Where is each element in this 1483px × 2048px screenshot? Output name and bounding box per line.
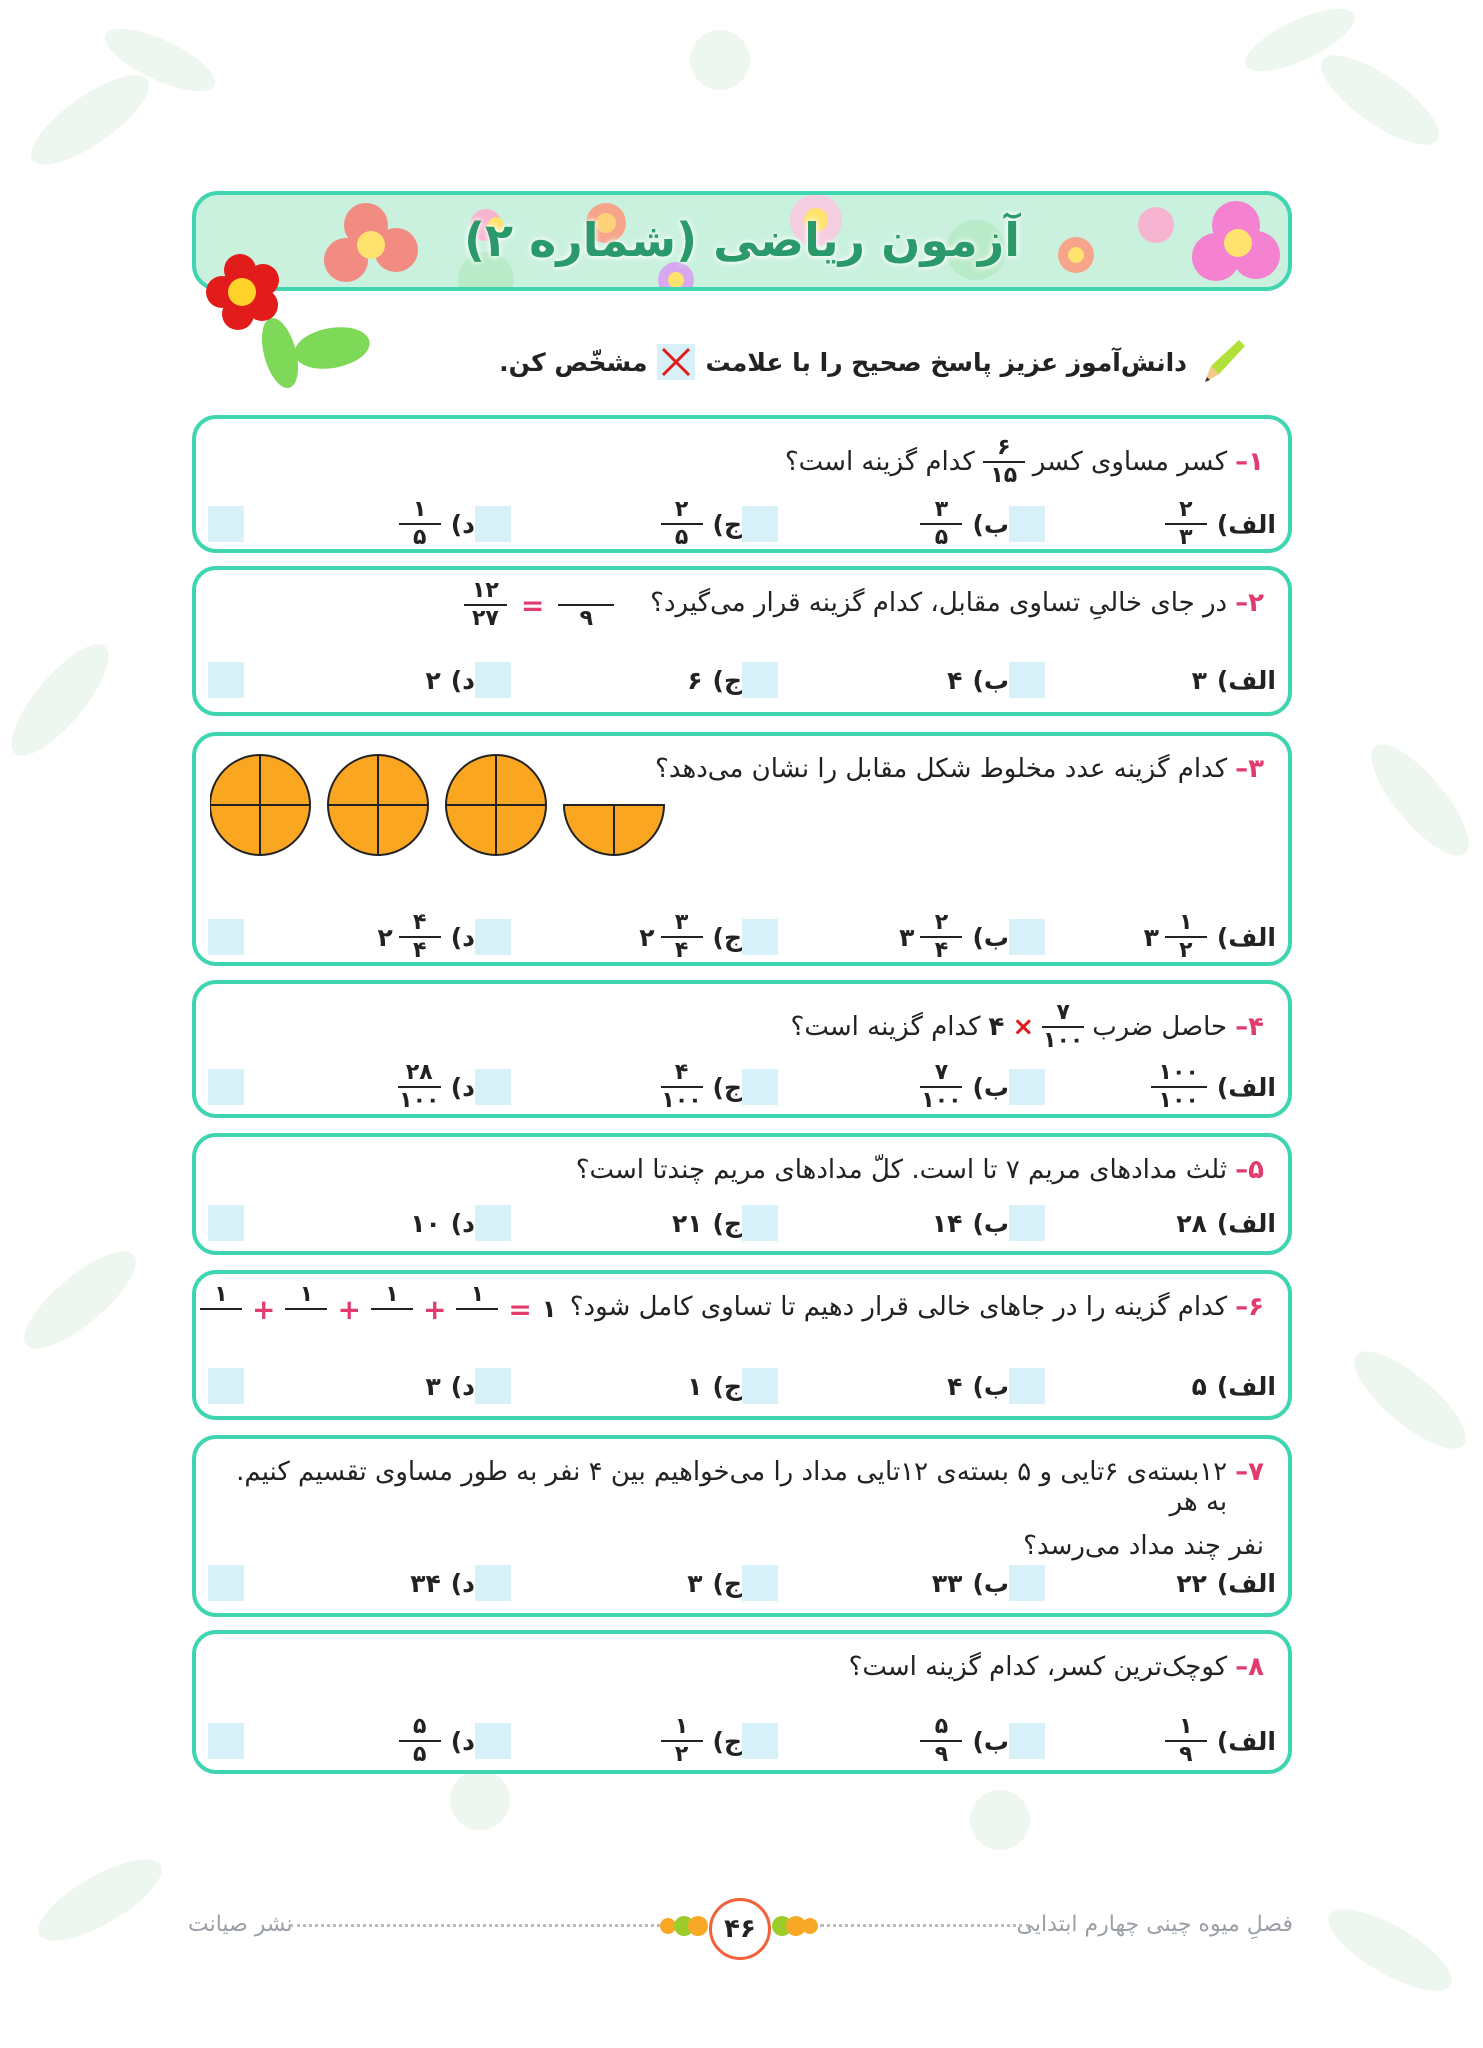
instruction-text-end: مشخّص کن. [499, 347, 648, 377]
x-mark-icon [657, 344, 695, 380]
footer [0, 1898, 1483, 1958]
answer-checkbox[interactable] [1009, 1565, 1045, 1601]
option-c[interactable]: ج) $\frac{۴}{۱۰۰}$ [475, 1062, 742, 1112]
equation: ۱ + ۱ + ۱ + ۱ = ۱ [200, 1284, 557, 1334]
option-b[interactable]: ب) ۴ [742, 1368, 1009, 1404]
question-3 [192, 732, 1292, 966]
question-7-text: ۷– ۱۲بسته‌ی ۶تایی و ۵ بسته‌ی ۱۲تایی مداد را می‌خواهیم بین ۴ نفر به طور مساوی تقسیم کنیم. به هر نفر چند مداد می‌رسد؟ [236, 1457, 1264, 1561]
answer-checkbox[interactable] [208, 1565, 244, 1601]
question-8 [192, 1630, 1292, 1774]
option-c[interactable]: ج) ۲۱ [475, 1205, 742, 1241]
answer-checkbox[interactable] [475, 662, 511, 698]
question-1-text: ۱– کسر مساوی کسر $\frac{۶}{۱۵}$ کدام گزینه است؟ [784, 435, 1264, 488]
answer-checkbox[interactable] [742, 662, 778, 698]
option-b[interactable]: ب) $\frac{۲}{۴}$ ۳ [742, 912, 1009, 962]
option-c[interactable]: ج) ۶ [475, 662, 742, 698]
option-c[interactable]: ج) $\frac{۳}{۴}$ ۲ [475, 912, 742, 962]
answer-checkbox[interactable] [208, 919, 244, 955]
answer-checkbox[interactable] [742, 1205, 778, 1241]
options [208, 1062, 1276, 1112]
answer-checkbox[interactable] [208, 662, 244, 698]
option-b[interactable]: ب) $\frac{۳}{۵}$ [742, 499, 1009, 549]
answer-checkbox[interactable] [1009, 506, 1045, 542]
option-d[interactable]: د) $\frac{۵}{۵}$ [208, 1716, 475, 1766]
answer-checkbox[interactable] [475, 506, 511, 542]
answer-checkbox[interactable] [475, 1069, 511, 1105]
answer-checkbox[interactable] [1009, 1205, 1045, 1241]
answer-checkbox[interactable] [742, 1368, 778, 1404]
question-6 [192, 1270, 1292, 1420]
option-a[interactable]: الف) $\frac{۲}{۳}$ [1009, 499, 1276, 549]
option-b[interactable]: ب) ۴ [742, 662, 1009, 698]
option-d[interactable]: د) $\frac{۴}{۴}$ ۲ [208, 912, 475, 962]
answer-checkbox[interactable] [208, 1205, 244, 1241]
option-a[interactable]: الف) ۲۸ [1009, 1205, 1276, 1241]
option-c[interactable]: ج) ۳ [475, 1565, 742, 1601]
equation: $\frac{۱۲}{۲۷}$ = ۹ [464, 580, 614, 630]
option-b[interactable]: ب) ۱۴ [742, 1205, 1009, 1241]
options [208, 1368, 1276, 1404]
option-b[interactable]: ب) $\frac{۷}{۱۰۰}$ [742, 1062, 1009, 1112]
question-2 [192, 566, 1292, 716]
page-number: ۴۶ [709, 1898, 771, 1960]
circle-fractions-figure [210, 750, 680, 860]
answer-checkbox[interactable] [208, 1723, 244, 1759]
answer-checkbox[interactable] [475, 1368, 511, 1404]
option-a[interactable]: الف) ۳ [1009, 662, 1276, 698]
page-title: آزمون ریاضی (شماره ۲) [463, 213, 1020, 267]
option-b[interactable]: ب) ۳۳ [742, 1565, 1009, 1601]
instruction [499, 336, 1249, 388]
answer-checkbox[interactable] [742, 1565, 778, 1601]
option-d[interactable]: د) ۱۰ [208, 1205, 475, 1241]
question-4 [192, 980, 1292, 1118]
options [208, 1565, 1276, 1601]
answer-checkbox[interactable] [475, 919, 511, 955]
option-d[interactable]: د) ۳۴ [208, 1565, 475, 1601]
options [208, 1205, 1276, 1241]
answer-checkbox[interactable] [1009, 1368, 1045, 1404]
red-flower-decoration [200, 248, 380, 398]
answer-checkbox[interactable] [1009, 1069, 1045, 1105]
option-c[interactable]: ج) ۱ [475, 1368, 742, 1404]
answer-checkbox[interactable] [742, 1069, 778, 1105]
option-d[interactable]: د) ۳ [208, 1368, 475, 1404]
option-c[interactable]: ج) $\frac{۱}{۲}$ [475, 1716, 742, 1766]
answer-checkbox[interactable] [1009, 1723, 1045, 1759]
question-4-text: ۴– حاصل ضرب $\frac{۷}{۱۰۰}$ × ۴ کدام گزینه است؟ [790, 1000, 1264, 1053]
footer-dots-right [820, 1924, 1030, 1927]
question-1 [192, 415, 1292, 553]
option-d[interactable]: د) $\frac{۱}{۵}$ [208, 499, 475, 549]
answer-checkbox[interactable] [208, 1368, 244, 1404]
question-8-text: ۸– کوچک‌ترین کسر، کدام گزینه است؟ [848, 1652, 1264, 1682]
options [208, 912, 1276, 962]
option-b[interactable]: ب) $\frac{۵}{۹}$ [742, 1716, 1009, 1766]
options [208, 662, 1276, 698]
answer-checkbox[interactable] [742, 1723, 778, 1759]
book-title: فصلِ میوه چینی چهارم ابتدایی [1016, 1912, 1293, 1937]
publisher: نشر صیانت [188, 1912, 293, 1937]
question-5-text: ۵– ثلث مدادهای مریم ۷ تا است. کلّ مدادهای مریم چندتا است؟ [575, 1155, 1264, 1185]
question-6-text: ۶– کدام گزینه را در جاهای خالی قرار دهیم تا تساوی کامل شود؟ [569, 1292, 1264, 1322]
footer-dots-left [290, 1924, 660, 1927]
answer-checkbox[interactable] [208, 506, 244, 542]
question-3-text: ۳– کدام گزینه عدد مخلوط شکل مقابل را نشان می‌دهد؟ [655, 754, 1264, 784]
question-7 [192, 1435, 1292, 1617]
answer-checkbox[interactable] [742, 506, 778, 542]
instruction-text: دانش‌آموز عزیز پاسخ صحیح را با علامت [705, 347, 1187, 377]
answer-checkbox[interactable] [742, 919, 778, 955]
answer-checkbox[interactable] [208, 1069, 244, 1105]
option-a[interactable]: الف) $\frac{۱۰۰}{۱۰۰}$ [1009, 1062, 1276, 1112]
answer-checkbox[interactable] [475, 1205, 511, 1241]
fraction: $\frac{۶}{۱۵}$ [983, 437, 1025, 487]
answer-checkbox[interactable] [1009, 919, 1045, 955]
option-c[interactable]: ج) $\frac{۲}{۵}$ [475, 499, 742, 549]
option-a[interactable]: الف) $\frac{۱}{۹}$ [1009, 1716, 1276, 1766]
option-d[interactable]: د) ۲ [208, 662, 475, 698]
answer-checkbox[interactable] [475, 1565, 511, 1601]
pencil-icon [1197, 336, 1249, 388]
question-5 [192, 1133, 1292, 1255]
option-a[interactable]: الف) $\frac{۱}{۲}$ ۳ [1009, 912, 1276, 962]
options [208, 1716, 1276, 1766]
answer-checkbox[interactable] [1009, 662, 1045, 698]
answer-checkbox[interactable] [475, 1723, 511, 1759]
option-a[interactable]: الف) ۵ [1009, 1368, 1276, 1404]
options [208, 499, 1276, 549]
option-a[interactable]: الف) ۲۲ [1009, 1565, 1276, 1601]
question-2-text: ۲– در جای خالیِ تساوی مقابل، کدام گزینه قرار می‌گیرد؟ [650, 588, 1264, 618]
option-d[interactable]: د) $\frac{۲۸}{۱۰۰}$ [208, 1062, 475, 1112]
